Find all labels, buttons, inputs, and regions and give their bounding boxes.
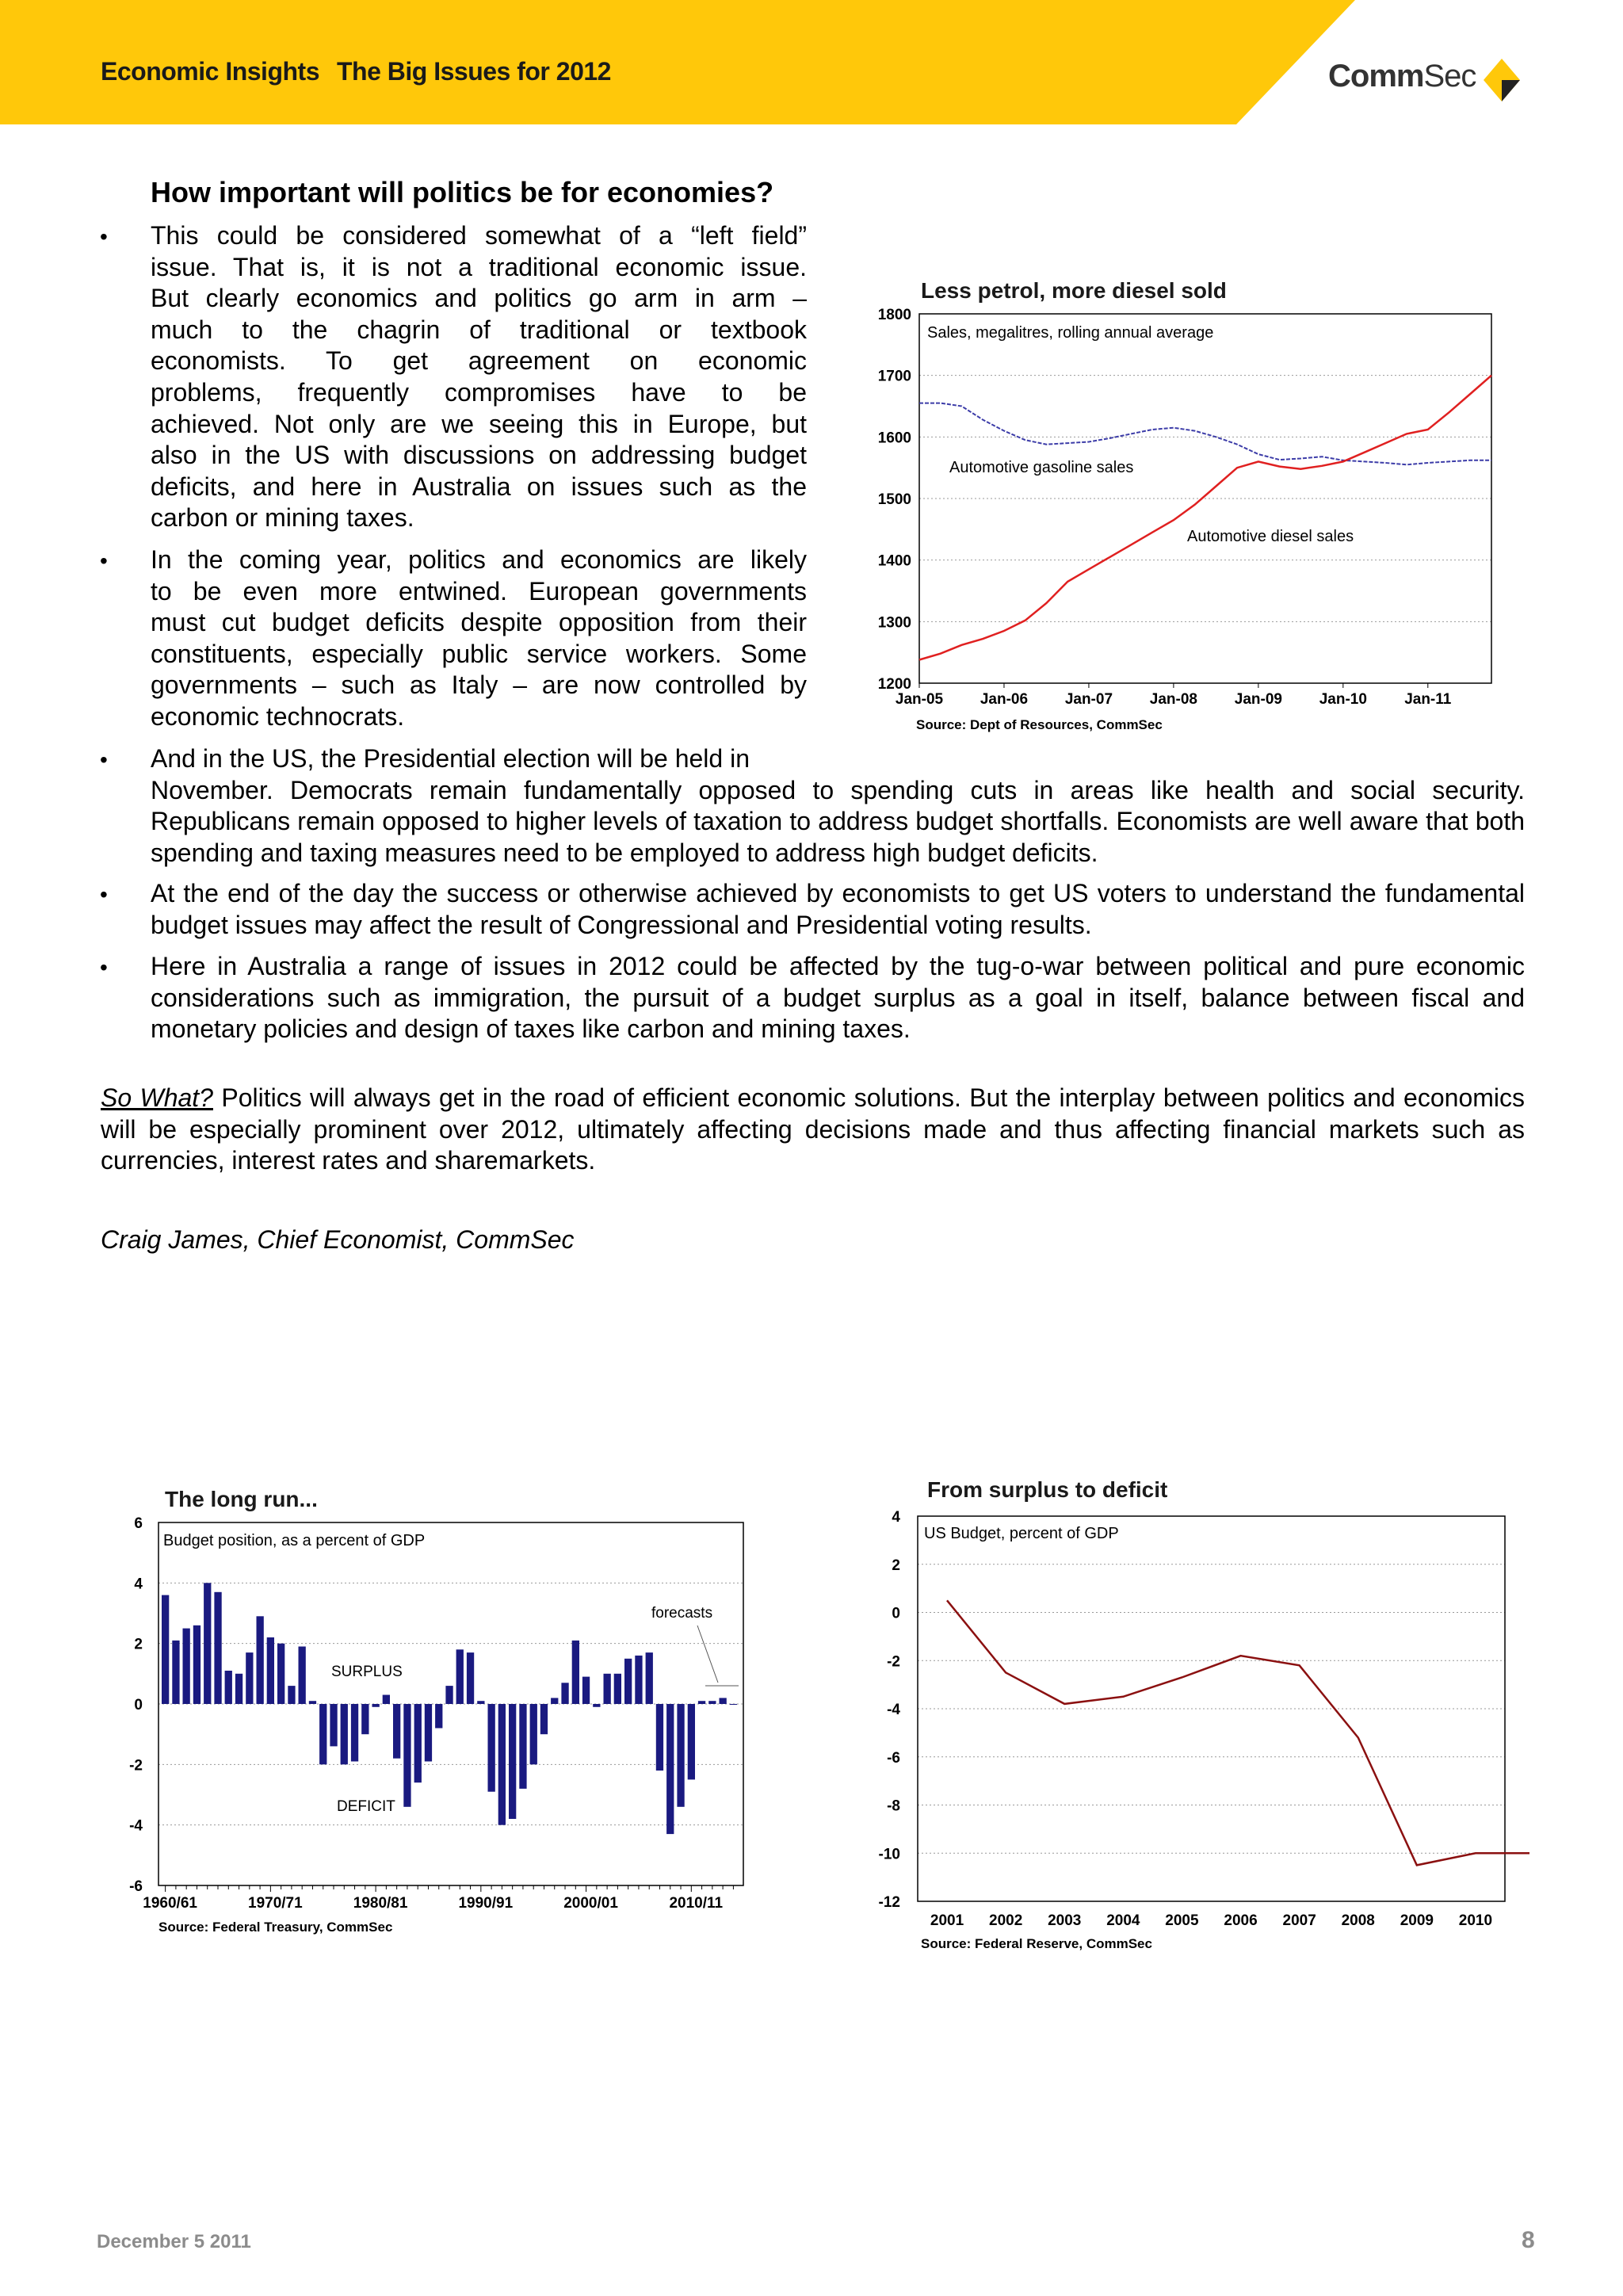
x-tick-label: Jan-10 [1319, 691, 1367, 708]
bar [561, 1683, 568, 1704]
bar [635, 1656, 642, 1704]
y-tick-label: 4 [134, 1576, 143, 1593]
y-tick-label: 1700 [877, 368, 911, 385]
y-tick-label: 2 [134, 1636, 143, 1653]
bar [677, 1704, 684, 1807]
bar [530, 1704, 537, 1764]
logo-text-light: Sec [1423, 59, 1476, 94]
x-tick-label: 2003 [1048, 1912, 1082, 1929]
y-tick-label: -12 [878, 1894, 900, 1911]
bar [330, 1704, 337, 1746]
so-what-paragraph [101, 1083, 1525, 1177]
chart-source: Source: Federal Reserve, CommSec [921, 1936, 1152, 1951]
bar [730, 1704, 737, 1705]
y-tick-label: 1600 [877, 430, 911, 447]
y-tick-label: -6 [887, 1749, 900, 1767]
chart-budget-long-run [119, 1470, 761, 1946]
bar [593, 1704, 600, 1707]
x-tick-label: 2007 [1282, 1912, 1316, 1929]
text-line: much to the chagrin of traditional or textbook [151, 315, 807, 344]
header-document-title: The Big Issues for 2012 [336, 57, 611, 86]
y-tick-label: 2 [892, 1557, 900, 1574]
bar [456, 1649, 464, 1704]
chart-title: The long run... [165, 1487, 318, 1511]
bar [403, 1704, 411, 1807]
text-line: to be even more entwined. European governments [151, 576, 807, 606]
paragraph-politics-left-field [151, 220, 807, 534]
chart-title: Less petrol, more diesel sold [921, 278, 1227, 303]
y-tick-label: -4 [129, 1817, 143, 1835]
x-tick-label: 2008 [1341, 1912, 1375, 1929]
bar [646, 1652, 653, 1704]
y-tick-label: 0 [892, 1605, 900, 1622]
bar [414, 1704, 422, 1782]
bar [614, 1674, 621, 1704]
y-tick-label: 1300 [877, 614, 911, 632]
x-tick-label: 2009 [1400, 1912, 1434, 1929]
bar [393, 1704, 400, 1759]
bar [656, 1704, 663, 1771]
bar [341, 1704, 348, 1764]
bar [666, 1704, 674, 1834]
y-tick-label: -6 [129, 1878, 143, 1895]
annotation-deficit: DEFICIT [337, 1798, 395, 1815]
x-tick-label: Jan-06 [980, 691, 1029, 708]
chart-source: Source: Federal Treasury, CommSec [158, 1920, 393, 1935]
x-tick-label: 1980/81 [353, 1895, 408, 1912]
bar [435, 1704, 442, 1729]
header-section: Economic Insights [101, 57, 319, 86]
text-line: deficits, and here in Australia on issues such as the [151, 472, 807, 501]
bar [257, 1616, 264, 1704]
so-what-label: So What? [101, 1083, 213, 1112]
bar [172, 1641, 179, 1704]
y-tick-label: 1500 [877, 491, 911, 508]
x-tick-label: 2004 [1106, 1912, 1140, 1929]
bar [551, 1698, 558, 1704]
y-tick-label: -2 [887, 1653, 900, 1671]
series-line-us-budget [947, 1600, 1529, 1865]
text-line: carbon or mining taxes. [151, 503, 414, 533]
chart-subtitle: Budget position, as a percent of GDP [163, 1532, 426, 1549]
x-tick-label: 2002 [989, 1912, 1023, 1929]
text-line: must cut budget deficits despite opposition from their [151, 608, 807, 637]
x-tick-label: Jan-08 [1149, 691, 1197, 708]
y-tick-label: 0 [134, 1697, 143, 1713]
bar [277, 1644, 285, 1704]
bar [267, 1637, 274, 1704]
bar [708, 1701, 716, 1704]
bar [519, 1704, 526, 1789]
header-title [101, 57, 628, 86]
bar [351, 1704, 358, 1762]
annotation-surplus: SURPLUS [331, 1664, 403, 1680]
section-heading: How important will politics be for economies? [151, 176, 774, 208]
text-line: achieved. Not only are we seeing this in Europe, but [151, 409, 807, 438]
bar [467, 1652, 474, 1704]
bar [509, 1704, 516, 1819]
x-tick-label: 2001 [930, 1912, 964, 1929]
bullet-icon: • [100, 548, 108, 573]
bar [604, 1674, 611, 1704]
paragraph-us-election-first-line: And in the US, the Presidential election will be held in [151, 744, 750, 773]
x-tick-label: 2010 [1458, 1912, 1493, 1929]
bar [498, 1704, 506, 1825]
text-line: constituents, especially public service workers. Some [151, 639, 807, 668]
y-tick-label: 1800 [877, 307, 911, 323]
x-tick-label: 2005 [1165, 1912, 1199, 1929]
bullet-icon: • [100, 882, 108, 907]
bar [425, 1704, 432, 1762]
y-tick-label: 6 [134, 1515, 143, 1532]
text-line: problems, frequently compromises have to be [151, 377, 807, 407]
paragraph-australia-issues: Here in Australia a range of issues in 2012 could be affected by the tug-o-war between political and pure economic considerations such as immigration, the pursuit of a budget surplus as a goal in itself, balance between fiscal and monetary policies and design of taxes like carbon and mining taxes. [151, 952, 1525, 1044]
x-tick-label: Jan-07 [1064, 691, 1113, 708]
x-tick-label: Jan-11 [1404, 691, 1452, 708]
bar [246, 1652, 253, 1704]
bar [383, 1695, 390, 1705]
chart-us-budget [856, 1470, 1529, 1962]
paragraph-us-election: November. Democrats remain fundamentally opposed to spending cuts in areas like health and social security. Republicans remain opposed to higher levels of taxation to address budget shortfalls. Economists are well aware that both spending and taxing measures need to be employed to address high budget deficits. [151, 775, 1525, 867]
text-line: economic technocrats. [151, 701, 405, 731]
commsec-diamond-icon [1482, 57, 1522, 103]
footer-date: December 5 2011 [97, 2231, 251, 2252]
bar [445, 1686, 453, 1704]
text-line: economists. To get agreement on economic [151, 346, 807, 376]
x-tick-label: 1990/91 [458, 1895, 514, 1912]
annotation-arrow [697, 1626, 718, 1683]
chart-source: Source: Dept of Resources, CommSec [916, 717, 1163, 732]
x-tick-label: Jan-05 [895, 691, 944, 708]
text-line: In the coming year, politics and economics are likely [151, 545, 807, 574]
bar [688, 1704, 695, 1779]
text-line: also in the US with discussions on addressing budget [151, 441, 807, 470]
chart-subtitle: Sales, megalitres, rolling annual average [927, 324, 1214, 342]
bar [572, 1641, 579, 1704]
bar [183, 1629, 190, 1704]
y-tick-label: -2 [129, 1757, 143, 1775]
x-tick-label: 2006 [1224, 1912, 1258, 1929]
text-line: governments – such as Italy – are now controlled by [151, 670, 807, 700]
bar [582, 1677, 590, 1704]
bar [540, 1704, 548, 1734]
text-line: But clearly economics and politics go arm in arm – [151, 284, 807, 313]
so-what-text: Politics will always get in the road of efficient economic solutions. But the interplay between politics and economics will be especially prominent over 2012, ultimately affecting decisions made and thus affecting financial markets such as currencies, interest rates and sharemarkets. [101, 1083, 1526, 1175]
text-line: issue. That is, it is not a traditional economic issue. [151, 252, 807, 281]
bar [488, 1704, 495, 1792]
bullet-icon: • [100, 747, 108, 772]
bar [288, 1686, 295, 1704]
bar [319, 1704, 327, 1764]
bar [214, 1592, 221, 1704]
bar [720, 1698, 727, 1704]
bar [299, 1647, 306, 1705]
bullet-icon: • [100, 955, 108, 980]
x-tick-label: 2010/11 [669, 1895, 724, 1912]
text-line: This could be considered somewhat of a “left field” [151, 221, 807, 250]
chart-petrol-diesel [864, 269, 1522, 745]
bar [235, 1674, 242, 1704]
x-tick-label: 1960/61 [143, 1895, 197, 1912]
bar [698, 1701, 705, 1704]
x-tick-label: 1970/71 [248, 1895, 303, 1912]
bar [309, 1701, 316, 1704]
commsec-logo [1328, 59, 1476, 94]
bar [372, 1704, 380, 1707]
bullet-icon: • [100, 224, 108, 249]
y-tick-label: -10 [878, 1846, 900, 1863]
x-tick-label: Jan-09 [1234, 691, 1282, 708]
series-label-diesel: Automotive diesel sales [1187, 528, 1354, 545]
bar [193, 1626, 200, 1704]
bar [225, 1671, 232, 1704]
author-byline: Craig James, Chief Economist, CommSec [101, 1225, 575, 1254]
y-tick-label: 1400 [877, 552, 911, 570]
annotation-forecasts: forecasts [651, 1605, 713, 1622]
y-tick-label: -8 [887, 1797, 900, 1815]
bar [361, 1704, 369, 1734]
y-tick-label: 4 [892, 1509, 900, 1526]
series-line-diesel [919, 376, 1491, 660]
bar [204, 1583, 211, 1704]
series-label-gasoline: Automotive gasoline sales [949, 459, 1134, 476]
logo-text-bold: Comm [1328, 59, 1424, 94]
y-tick-label: 1200 [877, 676, 911, 693]
chart-title: From surplus to deficit [927, 1477, 1168, 1502]
bar [624, 1659, 632, 1704]
paragraph-us-voters: At the end of the day the success or otherwise achieved by economists to get US voters to understand the fundamental budget issues may affect the result of Congressional and Presidential voting results. [151, 879, 1525, 939]
paragraph-coming-year [151, 544, 807, 733]
y-tick-label: -4 [887, 1702, 900, 1718]
x-tick-label: 2000/01 [563, 1895, 618, 1912]
chart-subtitle: US Budget, percent of GDP [924, 1525, 1119, 1542]
bar [162, 1595, 169, 1704]
bar [477, 1701, 484, 1704]
page-number: 8 [1522, 2227, 1535, 2253]
